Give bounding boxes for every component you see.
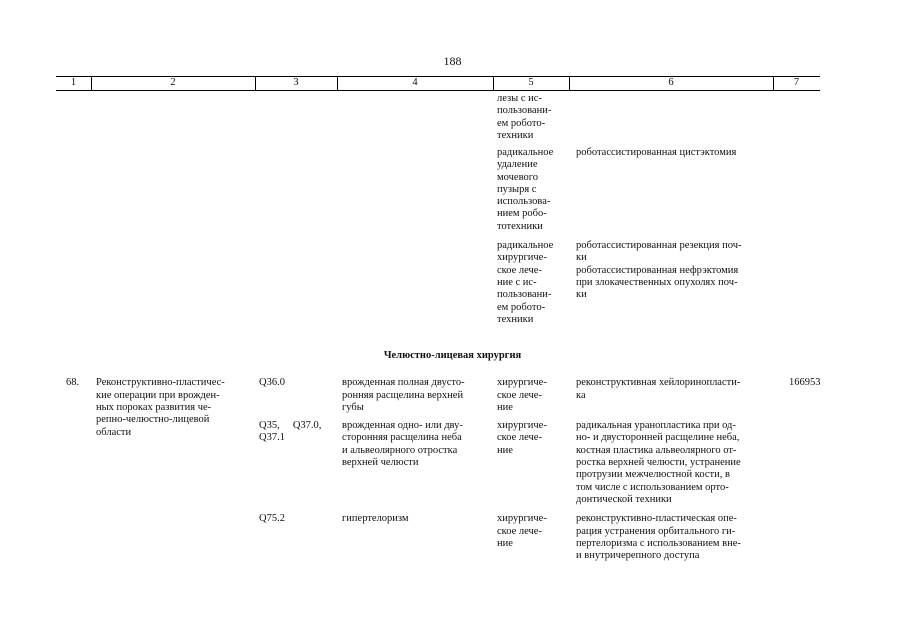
treatment-method-line: рация устранения орбитального ги- bbox=[576, 526, 736, 537]
icd-code: Q75.2 bbox=[259, 513, 285, 524]
header-col-2: 2 bbox=[170, 77, 176, 88]
header-col-1: 1 bbox=[70, 77, 77, 88]
kidney-treatment-line: пользовани- bbox=[497, 289, 552, 300]
patient-model-line: врожденная полная двусто- bbox=[342, 377, 465, 388]
cont-treatment-line: техники bbox=[497, 130, 534, 141]
treatment-method-line: пертелоризма с использованием вне- bbox=[576, 538, 741, 549]
header-col-6: 6 bbox=[668, 77, 674, 88]
kidney-treatment-line: ское лече- bbox=[497, 265, 542, 276]
procedure-name-line: репно-челюстно-лицевой bbox=[96, 414, 210, 425]
cystectomy-treatment-line: удаление bbox=[497, 159, 538, 170]
cystectomy-treatment-line: пузыря с bbox=[497, 184, 537, 195]
cystectomy-treatment-line: тотехники bbox=[497, 221, 543, 232]
treatment-method-line: ростка верхней челюсти, устранение bbox=[576, 457, 741, 468]
treatment-method-line: но- и двусторонней расщелине неба, bbox=[576, 432, 740, 443]
treatment-type-line: ское лече- bbox=[497, 526, 542, 537]
row-number: 68. bbox=[66, 377, 80, 388]
procedure-name-line: кие операции при врожден- bbox=[96, 390, 220, 401]
patient-model-line: сторонняя расщелина неба bbox=[342, 432, 462, 443]
kidney-method-line: роботассистированная резекция поч- bbox=[576, 240, 742, 251]
treatment-method-line: костная пластика альвеолярного от- bbox=[576, 445, 737, 456]
header-col-4: 4 bbox=[412, 77, 418, 88]
treatment-method-line: ка bbox=[576, 390, 586, 401]
treatment-method-line: том числе с использованием орто- bbox=[576, 482, 729, 493]
kidney-treatment-line: радикальное bbox=[497, 240, 554, 251]
cont-treatment-line: лезы с ис- bbox=[497, 93, 542, 104]
patient-model-line: губы bbox=[342, 402, 364, 413]
treatment-type-line: хирургиче- bbox=[497, 513, 547, 524]
patient-model-line: верхней челюсти bbox=[342, 457, 419, 468]
procedure-name-line: области bbox=[96, 427, 132, 438]
treatment-type-line: ское лече- bbox=[497, 432, 542, 443]
header-col-3: 3 bbox=[293, 77, 299, 88]
cystectomy-treatment-line: использова- bbox=[497, 196, 551, 207]
header-col-7: 7 bbox=[793, 77, 800, 88]
cystectomy-treatment-line: радикальное bbox=[497, 147, 554, 158]
icd-code: Q36.0 bbox=[259, 377, 285, 388]
cont-treatment-line: пользовани- bbox=[497, 105, 552, 116]
kidney-treatment-line: хирургиче- bbox=[497, 252, 547, 263]
treatment-type-line: хирургиче- bbox=[497, 420, 547, 431]
page-number: 188 bbox=[443, 54, 462, 68]
patient-model-line: и альвеолярного отростка bbox=[342, 445, 458, 456]
patient-model-line: гипертелоризм bbox=[342, 513, 409, 524]
header-col-5: 5 bbox=[528, 77, 534, 88]
cost-value: 166953 bbox=[789, 377, 821, 388]
procedure-name-line: ных пороках развития че- bbox=[96, 402, 212, 413]
icd-code: Q37.1 bbox=[259, 432, 285, 443]
kidney-method-line: при злокачественных опухолях поч- bbox=[576, 277, 738, 288]
treatment-type-line: ское лече- bbox=[497, 390, 542, 401]
treatment-type-line: ние bbox=[497, 402, 513, 413]
kidney-treatment-line: техники bbox=[497, 314, 534, 325]
treatment-method-line: радикальная уранопластика при од- bbox=[576, 420, 736, 431]
patient-model-line: врожденная одно- или дву- bbox=[342, 420, 463, 431]
cystectomy-treatment-line: нием робо- bbox=[497, 208, 547, 219]
treatment-method-line: донтической техники bbox=[576, 494, 672, 505]
treatment-type-line: ние bbox=[497, 538, 513, 549]
treatment-type-line: хирургиче- bbox=[497, 377, 547, 388]
kidney-method-line: роботассистированная нефрэктомия bbox=[576, 265, 739, 276]
kidney-method-line: ки bbox=[576, 252, 587, 263]
cystectomy-method: роботассистированная цистэктомия bbox=[576, 147, 737, 158]
procedure-name-line: Реконструктивно-пластичес- bbox=[96, 377, 225, 388]
table-header-bottom-border bbox=[56, 90, 820, 91]
treatment-type-line: ние bbox=[497, 445, 513, 456]
treatment-method-line: и внутричерепного доступа bbox=[576, 550, 700, 561]
cystectomy-treatment-line: мочевого bbox=[497, 172, 538, 183]
treatment-method-line: реконструктивно-пластическая опе- bbox=[576, 513, 737, 524]
cont-treatment-line: ем робото- bbox=[497, 118, 546, 129]
patient-model-line: ронняя расщелина верхней bbox=[342, 390, 464, 401]
kidney-treatment-line: ем робото- bbox=[497, 302, 546, 313]
section-title: Челюстно-лицевая хирургия bbox=[383, 350, 522, 361]
treatment-method-line: протрузии межчелюстной кости, в bbox=[576, 469, 730, 480]
icd-code: Q35, Q37.0, bbox=[259, 420, 322, 431]
treatment-method-line: реконструктивная хейлоринопласти- bbox=[576, 377, 741, 388]
kidney-treatment-line: ние с ис- bbox=[497, 277, 537, 288]
kidney-method-line: ки bbox=[576, 289, 587, 300]
